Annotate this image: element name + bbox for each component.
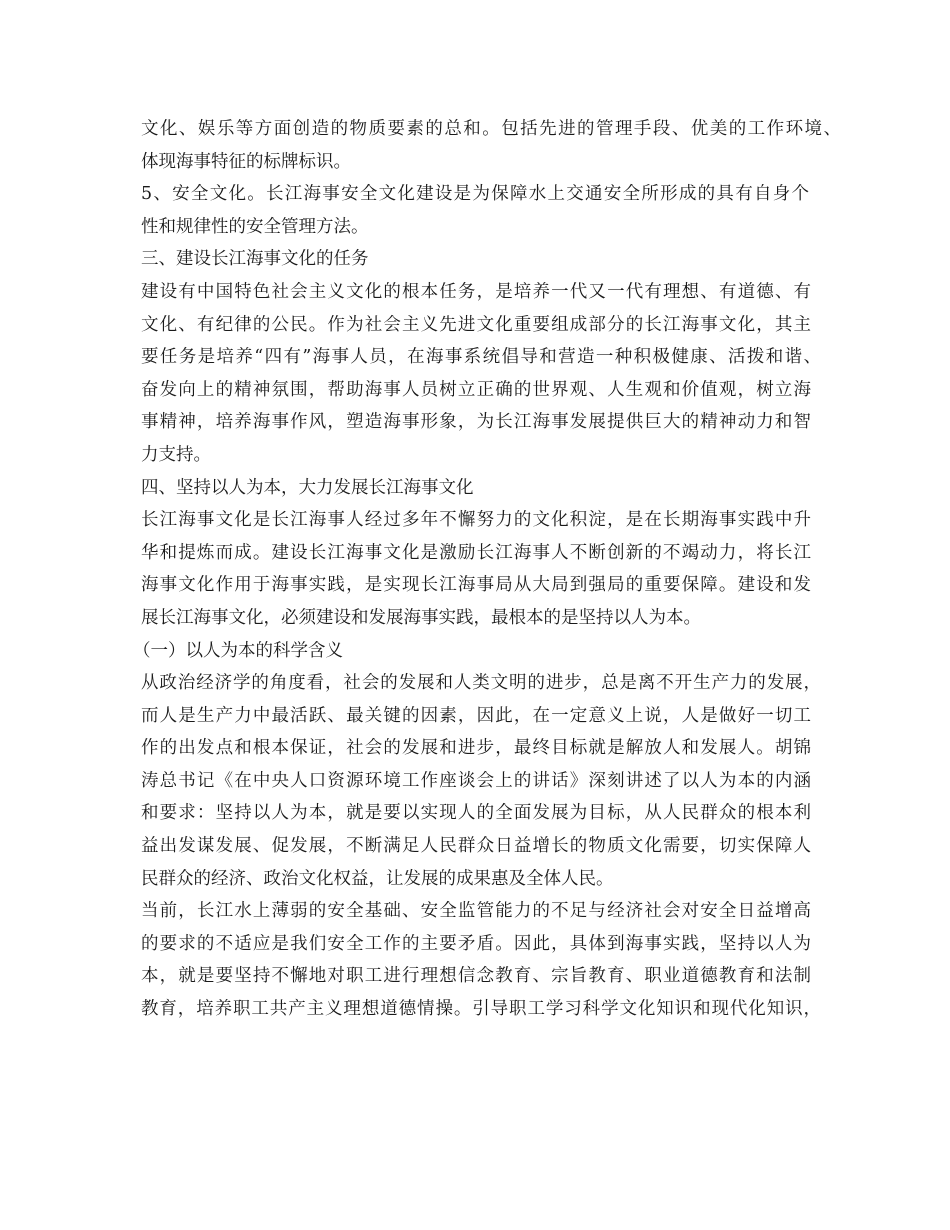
text-line: 而人是生产力中最活跃、最关键的因素，因此，在一定意义上说，人是做好一切工 — [141, 705, 811, 726]
text-line: 和要求：坚持以人为本，就是要以实现人的全面发展为目标，从人民群众的根本利 — [141, 803, 811, 824]
text-line: 当前，长江水上薄弱的安全基础、安全监管能力的不足与经济社会对安全日益增高 — [141, 901, 811, 922]
text-line: 长江海事文化是长江海事人经过多年不懈努力的文化积淀，是在长期海事实践中升 — [141, 510, 811, 531]
text-line: 性和规律性的安全管理方法。 — [141, 216, 369, 237]
text-line: 要任务是培养“四有”海事人员，在海事系统倡导和营造一种积极健康、活拨和谐、 — [141, 347, 821, 368]
text-line: 涛总书记《在中央人口资源环境工作座谈会上的讲话》深刻讲述了以人为本的内涵 — [141, 770, 811, 791]
text-line: 文化、娱乐等方面创造的物质要素的总和。包括先进的管理手段、优美的工作环境、 — [141, 119, 841, 139]
section-heading-3: 三、建设长江海事文化的任务 — [141, 249, 369, 270]
text-line: 文化、有纪律的公民。作为社会主义先进文化重要组成部分的长江海事文化，其主 — [141, 314, 811, 335]
text-line: 奋发向上的精神氛围，帮助海事人员树立正确的世界观、人生观和价值观，树立海 — [141, 379, 811, 400]
text-line: 作的出发点和根本保证，社会的发展和进步，最终目标就是解放人和发展人。胡锦 — [141, 738, 811, 759]
text-line: 体现海事特征的标牌标识。 — [141, 151, 351, 172]
text-line: 事精神，培养海事作风，塑造海事形象，为长江海事发展提供巨大的精神动力和智 — [141, 412, 811, 433]
text-line: 教育，培养职工共产主义理想道德情操。引导职工学习科学文化知识和现代化知识， — [141, 999, 821, 1020]
text-line: 华和提炼而成。建设长江海事文化是激励长江海事人不断创新的不竭动力，将长江 — [141, 542, 811, 563]
text-line: 本，就是要坚持不懈地对职工进行理想信念教育、宗旨教育、职业道德教育和法制 — [141, 966, 811, 987]
text-line: 海事文化作用于海事实践，是实现长江海事局从大局到强局的重要保障。建设和发 — [141, 575, 811, 596]
text-line: 5、安全文化。长江海事安全文化建设是为保障水上交通安全所形成的具有自身个 — [141, 184, 809, 205]
text-line: 的要求的不适应是我们安全工作的主要矛盾。因此，具体到海事实践，坚持以人为 — [141, 933, 811, 954]
text-line: 益出发谋发展、促发展，不断满足人民群众日益增长的物质文化需要，切实保障人 — [141, 836, 811, 857]
text-line: 民群众的经济、政治文化权益，让发展的成果惠及全体人民。 — [141, 868, 614, 889]
document-body — [133, 113, 841, 1026]
section-heading-4: 四、坚持以人为本，大力发展长江海事文化 — [141, 477, 474, 498]
text-line: 建设有中国特色社会主义文化的根本任务，是培养一代又一代有理想、有道德、有 — [141, 281, 811, 302]
text-line: 从政治经济学的角度看，社会的发展和人类文明的进步，总是离不开生产力的发展， — [141, 673, 821, 694]
text-line: 展长江海事文化，必须建设和发展海事实践，最根本的是坚持以人为本。 — [141, 607, 701, 628]
subsection-heading-1: （一）以人为本的科学含义 — [133, 640, 343, 661]
text-line: 力支持。 — [141, 444, 211, 465]
